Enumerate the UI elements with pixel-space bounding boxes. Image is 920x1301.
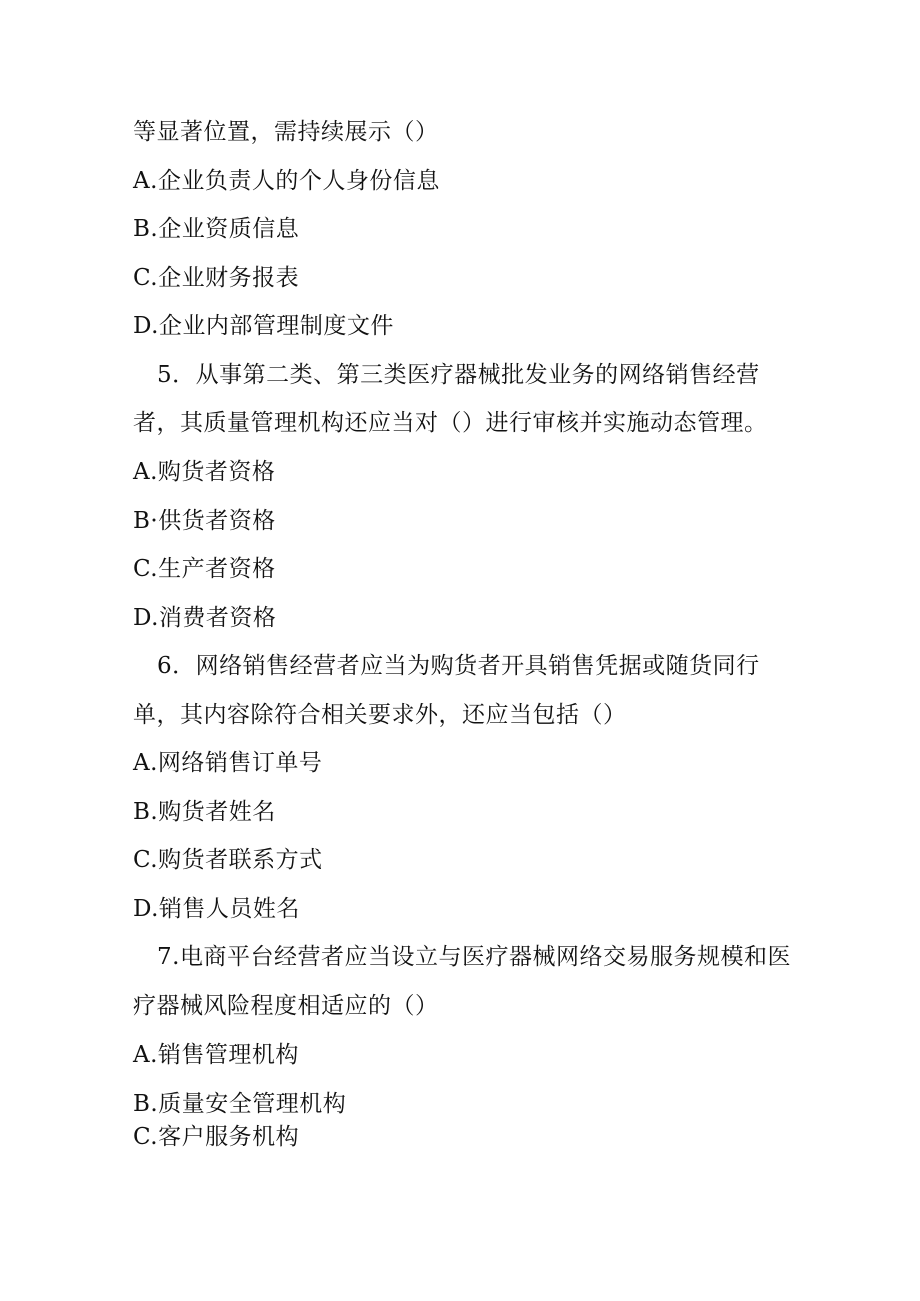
q7-option-a: A.销售管理机构 — [133, 1042, 299, 1068]
q4-option-b: B.企业资质信息 — [133, 216, 300, 242]
question-6-line-2: 单，其内容除符合相关要求外，还应当包括（） — [133, 702, 627, 728]
q5-option-b: B·供货者资格 — [133, 508, 276, 534]
q6-option-d: D.销售人员姓名 — [133, 896, 300, 922]
question-7-line-1: 7.电商平台经营者应当设立与医疗器械网络交易服务规模和医 — [157, 944, 791, 970]
q5-option-d: D.消费者资格 — [133, 605, 277, 631]
q4-option-a: A.企业负责人的个人身份信息 — [133, 168, 440, 194]
q4-option-c: C.企业财务报表 — [133, 265, 300, 291]
question-4-continuation: 等显著位置，需持续展示（） — [133, 119, 439, 145]
q7-option-b: B.质量安全管理机构 — [133, 1091, 347, 1117]
q5-option-a: A.购货者资格 — [133, 459, 276, 485]
question-7-line-2: 疗器械风险程度相适应的（） — [133, 993, 439, 1019]
question-5-line-1: 5．从事第二类、第三类医疗器械批发业务的网络销售经营 — [157, 362, 760, 388]
q7-option-c: C.客户服务机构 — [133, 1124, 300, 1150]
q6-option-b: B.购货者姓名 — [133, 799, 276, 825]
question-5-line-2: 者，其质量管理机构还应当对（）进行审核并实施动态管理。 — [133, 410, 768, 436]
q6-option-a: A.网络销售订单号 — [133, 750, 323, 776]
q4-option-d: D.企业内部管理制度文件 — [133, 313, 394, 339]
question-6-line-1: 6．网络销售经营者应当为购货者开具销售凭据或随货同行 — [157, 653, 760, 679]
q5-option-c: C.生产者资格 — [133, 556, 276, 582]
q6-option-c: C.购货者联系方式 — [133, 847, 323, 873]
